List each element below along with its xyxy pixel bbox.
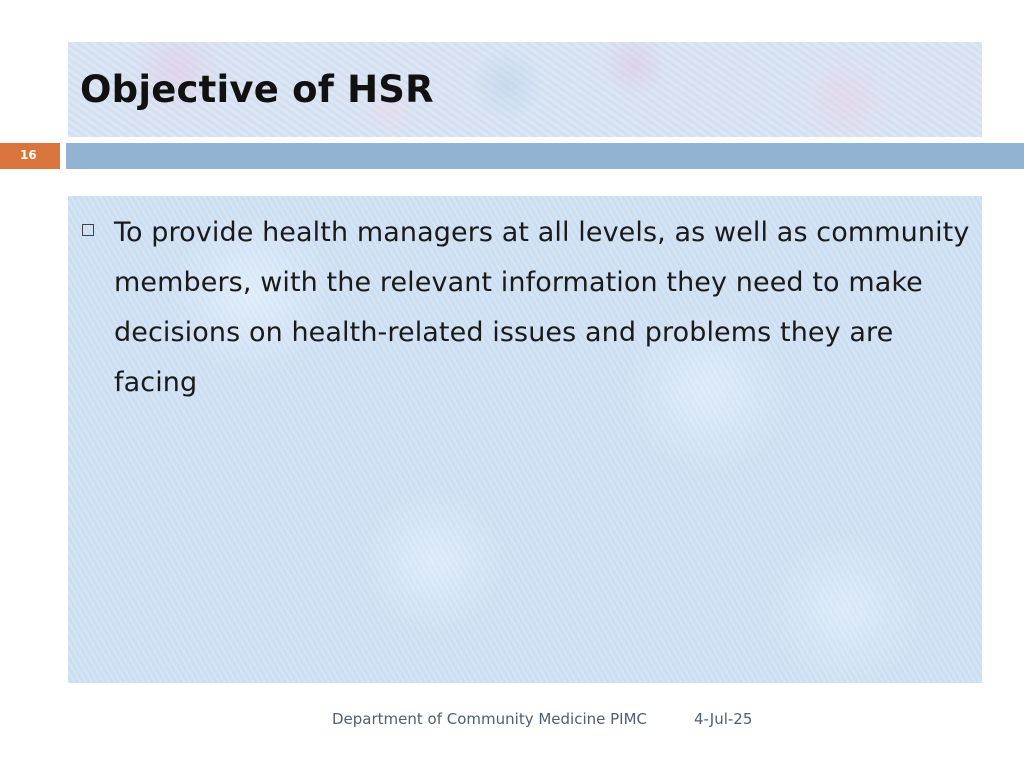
bullet-item xyxy=(82,208,972,408)
bullet-text: To provide health managers at all levels, as well as community members, with the relevant information they need to make decisions on health-related issues and problems they are facing xyxy=(114,217,970,398)
slide-number: 16 xyxy=(0,143,60,169)
content-panel xyxy=(68,196,982,683)
footer-department: Department of Community Medicine PIMC xyxy=(332,710,648,728)
accent-bar xyxy=(66,143,1024,169)
square-bullet-icon xyxy=(82,224,94,236)
slide-title: Objective of HSR xyxy=(80,68,434,111)
footer-date: 4-Jul-25 xyxy=(694,710,753,728)
title-panel xyxy=(68,42,982,137)
